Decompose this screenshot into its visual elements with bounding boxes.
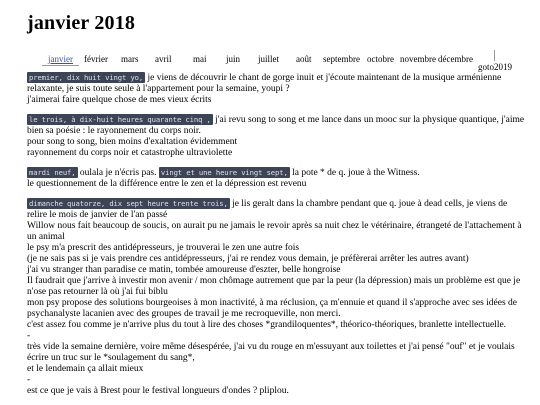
month-link-avril[interactable]: avril	[155, 54, 172, 64]
entry-line: un animal	[27, 232, 65, 242]
entry-line: très vide la semaine dernière, voire même désespérée, j'ai vu du rouge en m'essuyant aux toilettes et j'ai pensé "ouf" et je voulais	[27, 342, 515, 352]
timestamp-badge: vingt et une heure vingt sept,	[160, 168, 288, 177]
entry-line: est ce que je vais à Brest pour le festival longueurs d'ondes ? pliplou.	[27, 386, 289, 396]
entry-line: bien sa poésie : le rayonnement du corps noir.	[27, 126, 201, 136]
journal-content	[27, 72, 532, 405]
timestamp-badge: le trois, à dix-huit heures quarante cinq ,	[29, 115, 211, 124]
entry-first-line	[27, 167, 532, 179]
entry-line: -	[27, 331, 31, 341]
entry-line: écrire un truc sur le *soulagement du sang*,	[27, 353, 195, 363]
entry-first-line	[27, 114, 532, 126]
timestamp-badge: premier, dix huit vingt yo,	[29, 73, 144, 82]
entry-line: -	[27, 375, 31, 385]
goto-next-year-link[interactable]: goto2019	[478, 62, 513, 72]
entry-line: c'est assez fou comme je n'arrive plus du tout à lire des choses *grandiloquentes*, théorico-théoriques, branlette intellectuelle.	[27, 320, 507, 330]
month-link-juillet[interactable]: juillet	[258, 54, 279, 64]
entry-text: j'ai revu song to song et me lance dans un mooc sur la physique quantique, j'aime	[212, 115, 525, 125]
month-link-juin[interactable]: juin	[226, 54, 241, 64]
timestamp-badge: dimanche quatorze, dix sept heure trente trois,	[29, 199, 228, 208]
entry-line: j'aimerai faire quelque chose de mes vieux écrits	[27, 95, 212, 105]
month-link-fevrier[interactable]: février	[84, 54, 108, 64]
entry-line: mon psy propose des solutions bourgeoises à mon inactivité, à ma réclusion, ça m'ennuie et quand il s'approche avec ses idées de	[27, 298, 517, 308]
entry-text: oulala je n'écris pas.	[77, 168, 157, 178]
entry-text: la pote * de q. joue à the Witness.	[289, 168, 420, 178]
entry-first-line	[27, 72, 532, 84]
month-link-septembre[interactable]: septembre	[323, 54, 360, 64]
entry-line: (je ne sais pas si je vais prendre ces antidépresseurs, j'ai re rendez vous demain, je préfèrerai arrêter les autres avant)	[27, 254, 469, 264]
entry-line: relaxante, je suis toute seule à l'appartement pour la semaine, youpi ?	[27, 84, 290, 94]
entry-line: et le lendemain ça allait mieux	[27, 364, 144, 374]
journal-entry	[27, 72, 532, 106]
timestamp-badge: mardi neuf,	[29, 168, 76, 177]
journal-entry	[27, 167, 532, 190]
entry-text: je lis geralt dans la chambre pendant que q. joue à dead cells, je viens de	[229, 199, 508, 209]
entry-line: rayonnement du corps noir et catastrophe ultraviolette	[27, 148, 233, 158]
month-link-mai[interactable]: mai	[193, 54, 207, 64]
month-link-aout[interactable]: août	[296, 54, 312, 64]
month-link-decembre[interactable]: décembre	[438, 54, 473, 64]
entry-line: psychanalyste lacanien avec des groupes de travail je me recroqueville, non merci.	[27, 309, 341, 319]
month-link-novembre[interactable]: novembre	[400, 54, 436, 64]
journal-entry	[27, 114, 532, 159]
nav-separator	[494, 50, 495, 61]
entry-line: n'ose pas retourner là où j'ai fui biblu	[27, 287, 168, 297]
entry-text: je viens de découvrir le chant de gorge inuit et j'écoute maintenant de la musique arménienne	[145, 73, 502, 83]
entry-line: j'ai vu stranger than paradise ce matin, tombée amoureuse d'eszter, belle hongroise	[27, 265, 341, 275]
entry-first-line	[27, 198, 532, 210]
entry-line: Il faudrait que j'arrive à investir mon avenir / mon chômage autrement que par la peur (la dépression) mais un problème est que je	[27, 276, 521, 286]
month-link-janvier[interactable]: janvier	[48, 54, 73, 64]
entry-line: le questionnement de la différence entre le zen et la dépression est revenu	[27, 179, 307, 189]
month-link-mars[interactable]: mars	[121, 54, 139, 64]
entry-line: pour song to song, bien moins d'exaltation évidemment	[27, 137, 238, 147]
entry-line: relire le mois de janvier de l'an passé	[27, 210, 168, 220]
month-link-octobre[interactable]: octobre	[367, 54, 394, 64]
journal-entry	[27, 198, 532, 397]
entry-line: Willow nous fait beaucoup de soucis, on aurait pu ne jamais le revoir après sa nuit chez le vétérinaire, étrangeté de l'attachement à	[27, 221, 522, 231]
entry-line: le psy m'a prescrit des antidépresseurs, je trouverai le zen une autre fois	[27, 243, 300, 253]
page-title: janvier 2018	[27, 12, 136, 34]
